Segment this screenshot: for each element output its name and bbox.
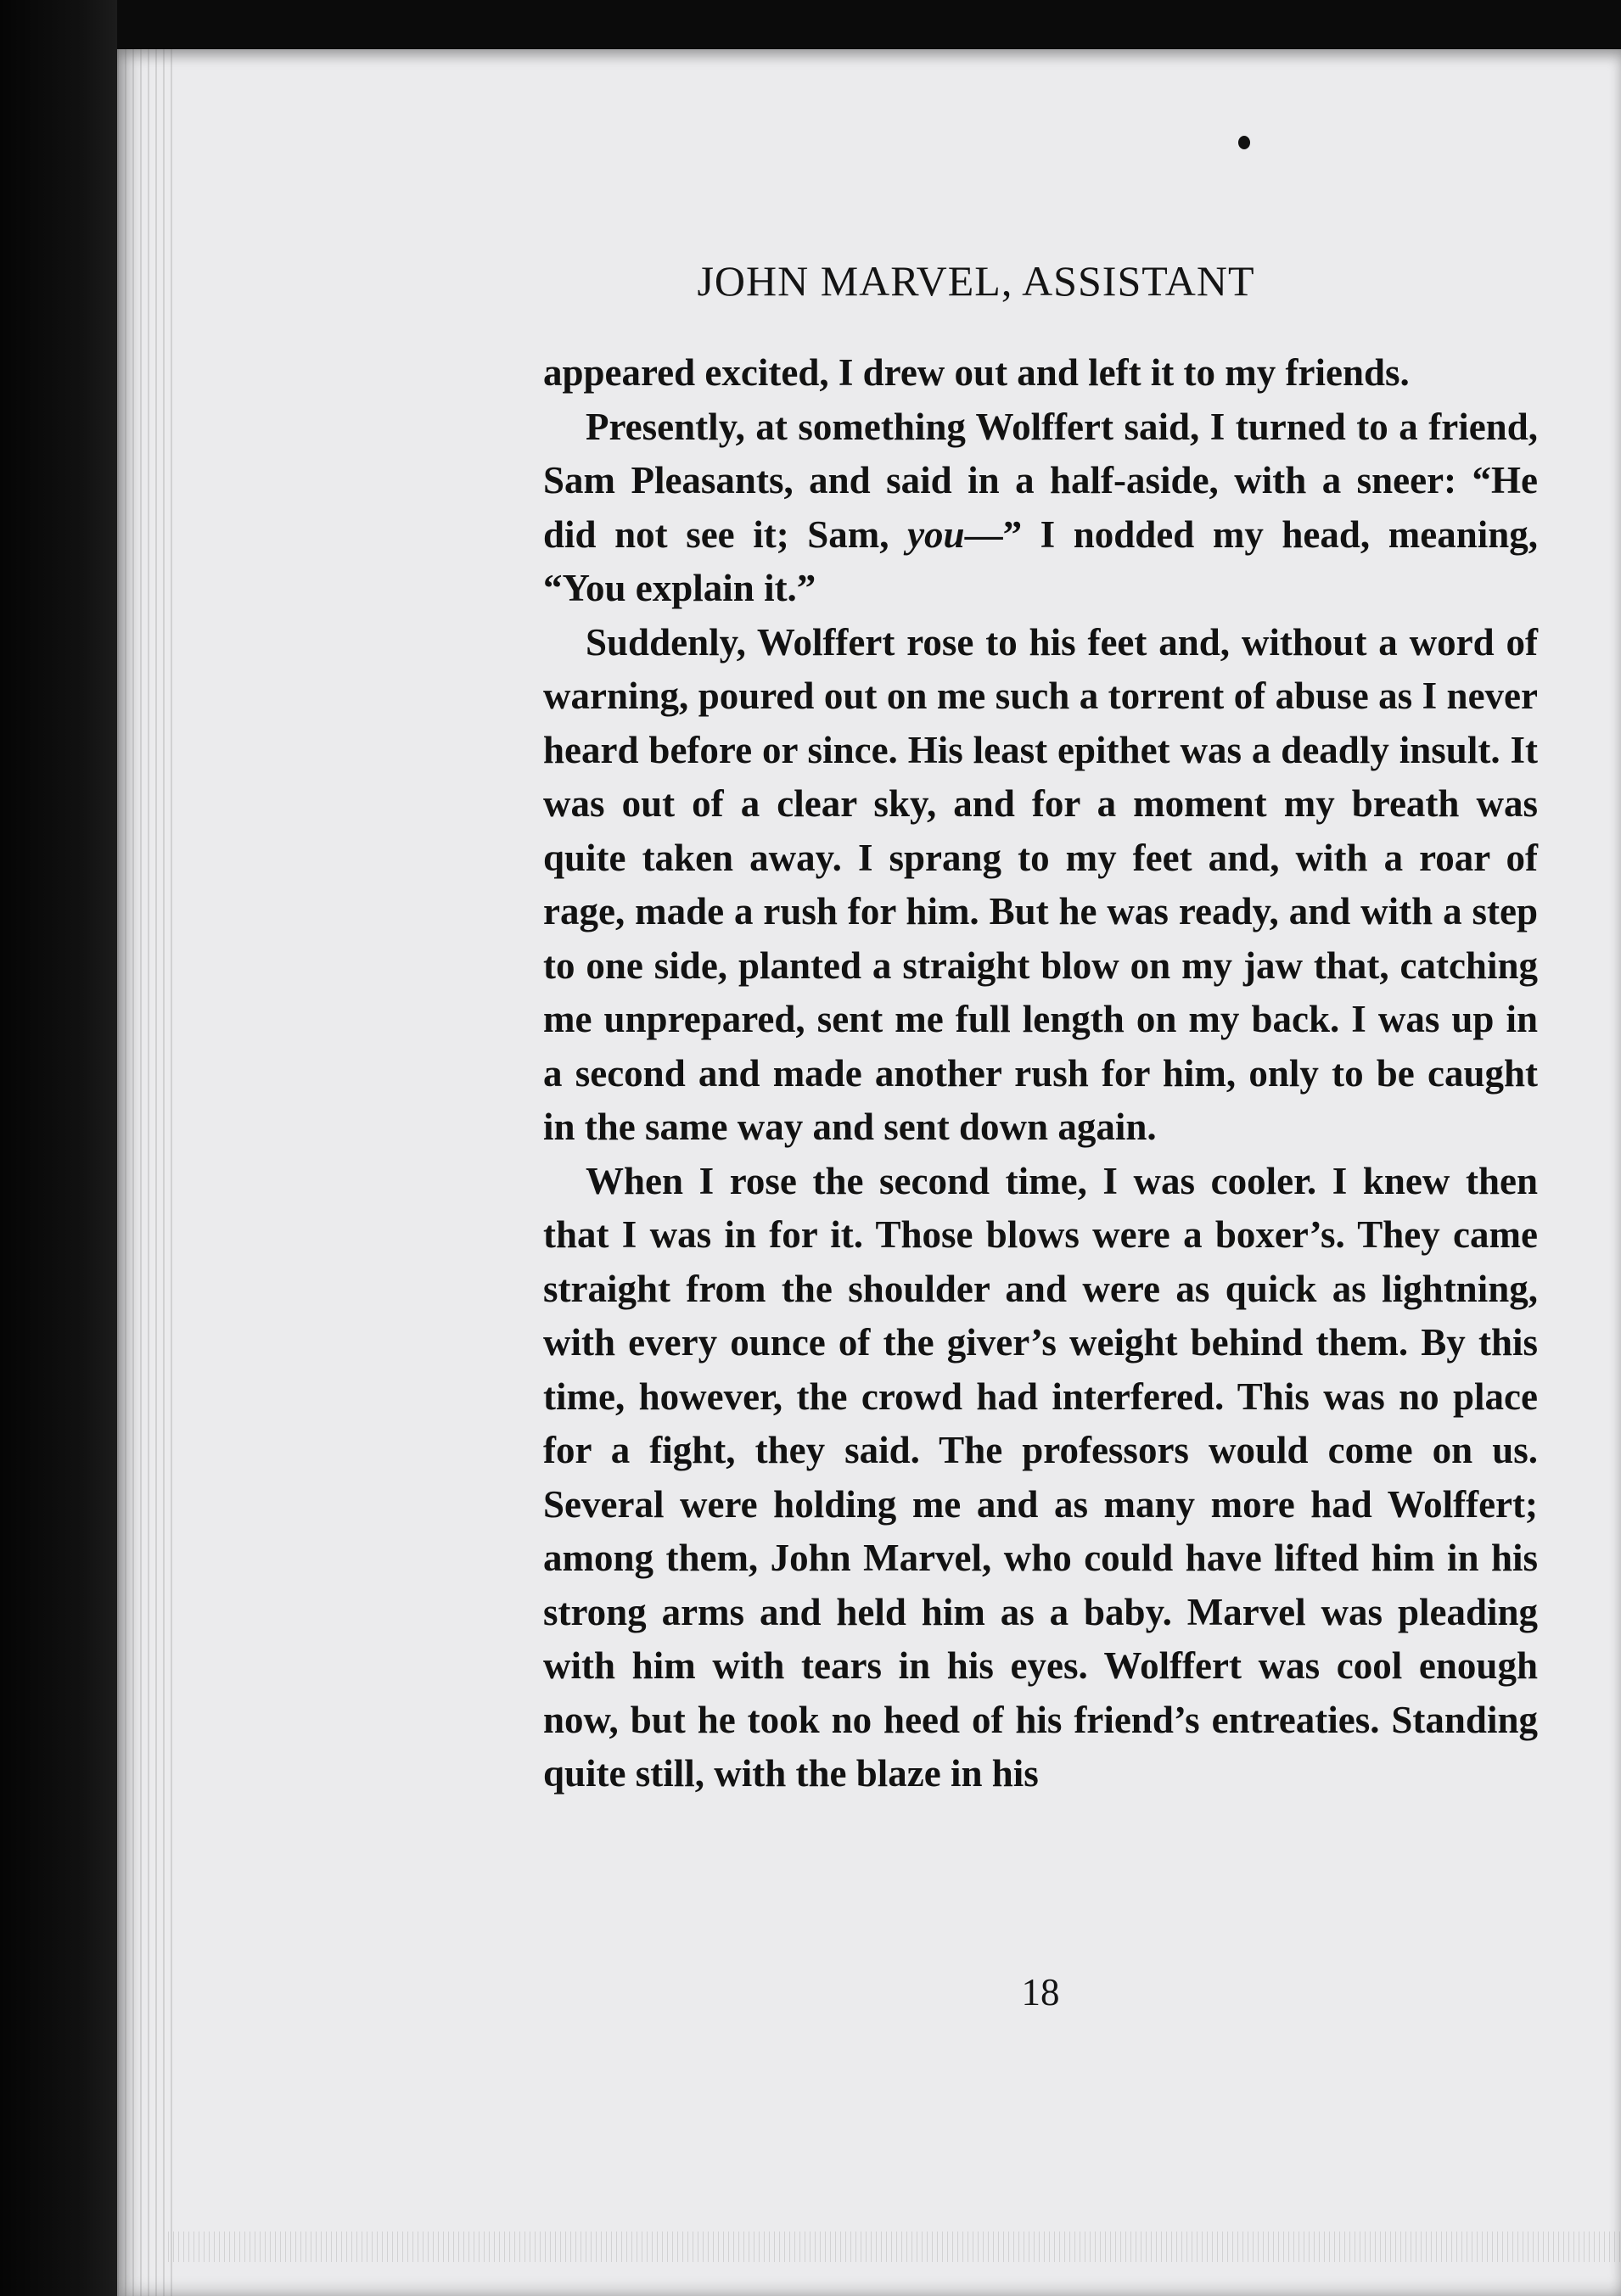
paragraph-text: When I rose the second time, I was cooler. I knew then that I was in for it. Those blows were a boxer’s. They came straight from the shoulder and were as quick as lightning, with every ounce of the giver’s weight behind them. By this time, however, the crowd had interfered. This was no place for a fight, they said. The professors would come on us. Several were holding me and as many more had Wolffert; among them, John Marvel, who could have lifted him in his strong arms and held him as a baby. Marvel was pleading with him with tears in his eyes. Wolffert was cool enough now, but he took no heed of his friend’s entreaties. Standing quite still, with the blaze in his <box>543 1159 1538 1795</box>
paragraph-text: Suddenly, Wolffert rose to his feet and, without a word of warning, poured out on me such a torrent of abuse as I never heard before or since. His least epithet was a deadly insult. It was out of a clear sky, and for a moment my breath was quite taken away. I sprang to my feet and, with a roar of rage, made a rush for him. But he was ready, and with a step to one side, planted a straight blow on my jaw that, catching me unprepared, sent me full length on my back. I was up in a second and made another rush for him, only to be caught in the same way and sent down again. <box>543 620 1538 1148</box>
book-gutter-shadow <box>0 0 117 2296</box>
body-text <box>543 346 1538 1801</box>
page-number: 18 <box>1021 1971 1060 2013</box>
page-edge-texture <box>117 49 177 2296</box>
paragraph-text: Presently, at something Wolffert said, I turned to a friend, Sam Pleasants, and said in a half-aside, with a sneer: “He did not see it; Sam, <box>543 405 1538 556</box>
page-bottom-texture <box>168 2232 1621 2262</box>
paragraph <box>543 1155 1538 1801</box>
ink-dot-mark <box>1238 136 1250 149</box>
emphasized-word: you <box>907 512 965 556</box>
paragraph-text: appeared excited, I drew out and left it to my friends. <box>543 351 1410 394</box>
running-head: JOHN MARVEL, ASSISTANT <box>697 257 1255 305</box>
paragraph <box>543 346 1538 400</box>
paragraph <box>543 400 1538 616</box>
paragraph-text: —” I nodded my head, meaning, “You explain it.” <box>543 512 1539 609</box>
paragraph <box>543 616 1538 1155</box>
